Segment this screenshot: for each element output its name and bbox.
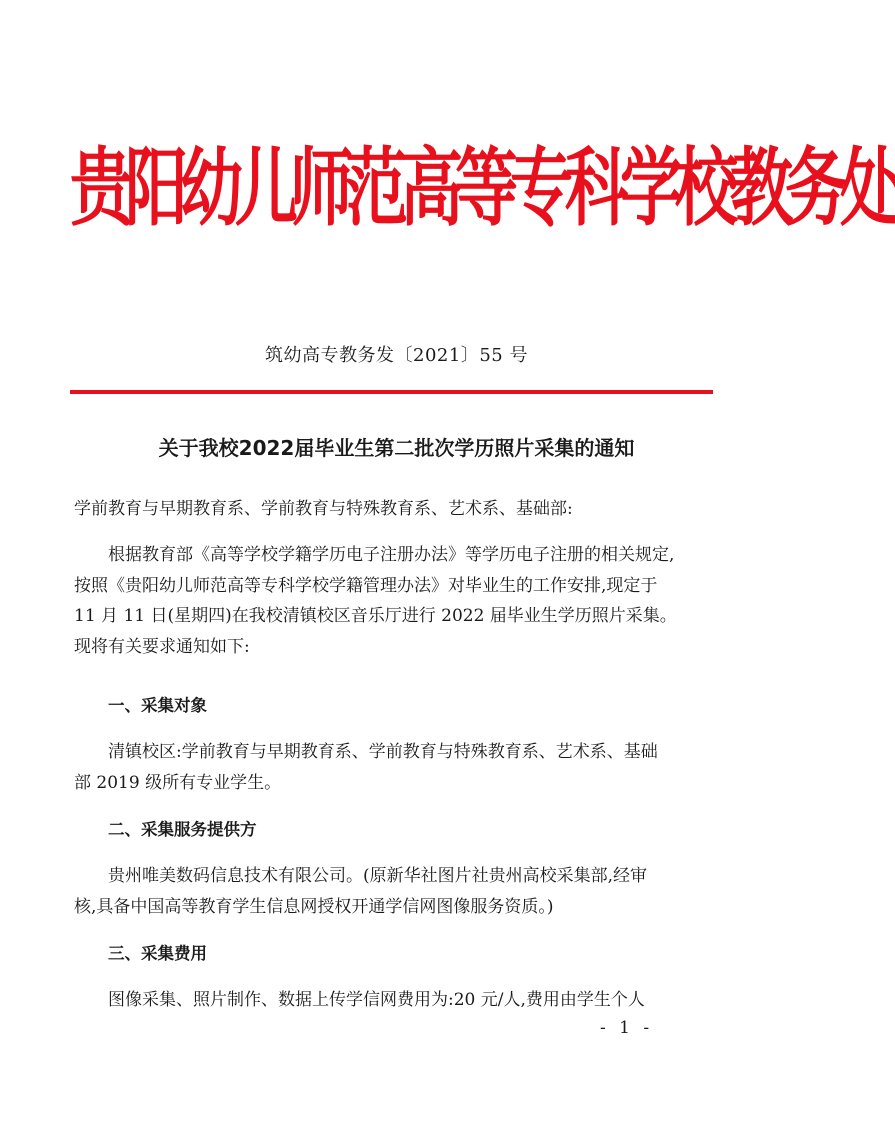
- section-heading: 一、采集对象: [108, 696, 207, 715]
- intro-line: 现将有关要求通知如下:: [74, 636, 250, 657]
- section-line: 部 2019 级所有专业学生。: [74, 772, 282, 793]
- section-line: 核,具备中国高等教育学生信息网授权开通学信网图像服务资质。): [74, 896, 554, 917]
- section-heading: 二、采集服务提供方: [108, 820, 257, 839]
- section-line: 贵州唯美数码信息技术有限公司。(原新华社图片社贵州高校采集部,经审: [108, 866, 648, 886]
- intro-line: 11 月 11 日(星期四)在我校清镇校区音乐厅进行 2022 届毕业生学历照片采集。: [74, 606, 677, 626]
- notice-title: 关于我校2022届毕业生第二批次学历照片采集的通知: [158, 436, 635, 460]
- intro-line: 按照《贵阳幼儿师范高等专科学校学籍管理办法》对毕业生的工作安排,现定于: [74, 575, 658, 596]
- document-number: 筑幼高专教务发〔2021〕55 号: [265, 345, 528, 366]
- section-heading: 三、采集费用: [108, 944, 207, 963]
- section-body: [74, 861, 714, 922]
- section-line: 清镇校区:学前教育与早期教育系、学前教育与特殊教育系、艺术系、基础: [108, 742, 658, 762]
- letterhead-divider: [70, 390, 713, 394]
- section-body: [74, 737, 714, 798]
- intro-line: 根据教育部《高等学校学籍学历电子注册办法》等学历电子注册的相关规定,: [108, 545, 675, 565]
- section-line: 图像采集、照片制作、数据上传学信网费用为:20 元/人,费用由学生个人: [108, 990, 645, 1010]
- recipients-text: 学前教育与早期教育系、学前教育与特殊教育系、艺术系、基础部:: [74, 499, 573, 519]
- section-body: [74, 985, 714, 1016]
- issuer-letterhead: 贵阳幼儿师范高等专科学校教务处: [70, 138, 895, 238]
- page-number: - 1 -: [600, 1018, 654, 1038]
- recipients-line: [74, 494, 714, 525]
- intro-paragraph: [74, 540, 714, 662]
